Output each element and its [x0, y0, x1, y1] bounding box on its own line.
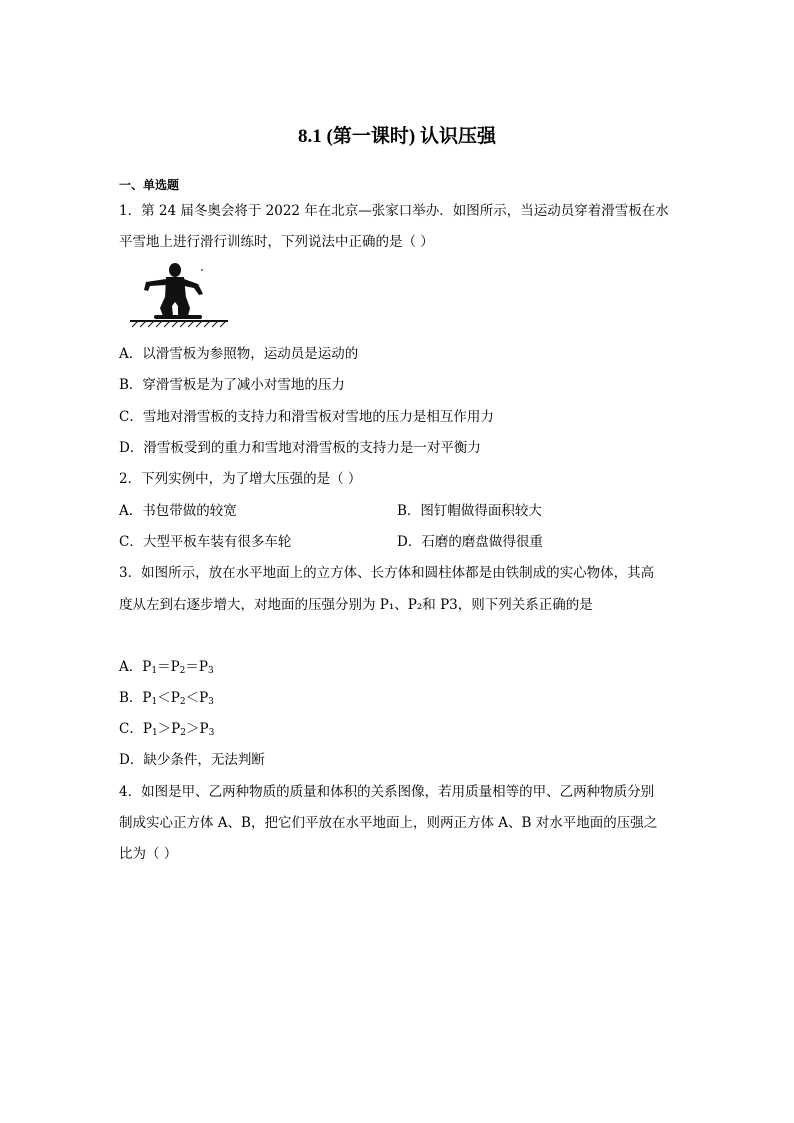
- q3-option-d: D．缺少条件，无法判断: [119, 752, 265, 768]
- q2-option-b: B．图钉帽做得面积较大: [397, 503, 542, 519]
- section-heading: 一、单选题: [119, 178, 180, 192]
- q1-option-a: A．以滑雪板为参照物，运动员是运动的: [119, 346, 359, 362]
- q1-option-c: C．雪地对滑雪板的支持力和滑雪板对雪地的压力是相互作用力: [119, 409, 494, 425]
- q3-option-b: B．$P_1<P_2<P_3$: [119, 690, 214, 707]
- q2-stem: 2．下列实例中，为了增大压强的是（ ）: [119, 471, 362, 487]
- q2-option-d: D．石磨的磨盘做得很重: [397, 534, 543, 550]
- page-title: 8.1 (第一课时) 认识压强: [298, 126, 496, 147]
- q3-option-a: A．$P_1=P_2=P_3$: [119, 659, 214, 676]
- snowboarder-figure: [128, 262, 230, 328]
- q2-option-a: A．书包带做的较宽: [119, 503, 237, 519]
- q3-stem-line1: 3．如图所示，放在水平地面上的立方体、长方体和圆柱体都是由铁制成的实心物体，其高: [119, 565, 655, 581]
- q3-option-c: C．$P_1>P_2>P_3$: [119, 721, 215, 738]
- q2-option-c: C．大型平板车装有很多车轮: [119, 534, 292, 550]
- q4-stem-line1: 4．如图是甲、乙两种物质的质量和体积的关系图像，若用质量相等的甲、乙两种物质分别: [119, 784, 655, 800]
- q1-stem-line1: 1．第 24 届冬奥会将于 2022 年在北京—张家口举办．如图所示，当运动员穿着滑雪板在水: [119, 203, 669, 219]
- q4-stem-line3: 比为（ ）: [119, 846, 178, 862]
- q1-stem-line2: 平雪地上进行滑行训练时，下列说法中正确的是（ ）: [119, 234, 434, 250]
- q3-stem-line2: 度从左到右逐步增大，对地面的压强分别为 P₁、P₂和 P3，则下列关系正确的是: [119, 597, 593, 613]
- q1-option-b: B．穿滑雪板是为了减小对雪地的压力: [119, 377, 345, 393]
- q1-option-d: D．滑雪板受到的重力和雪地对滑雪板的支持力是一对平衡力: [119, 440, 481, 456]
- q4-stem-line2: 制成实心正方体 A、B，把它们平放在水平地面上，则两正方体 A、B 对水平地面的压强之: [119, 815, 658, 831]
